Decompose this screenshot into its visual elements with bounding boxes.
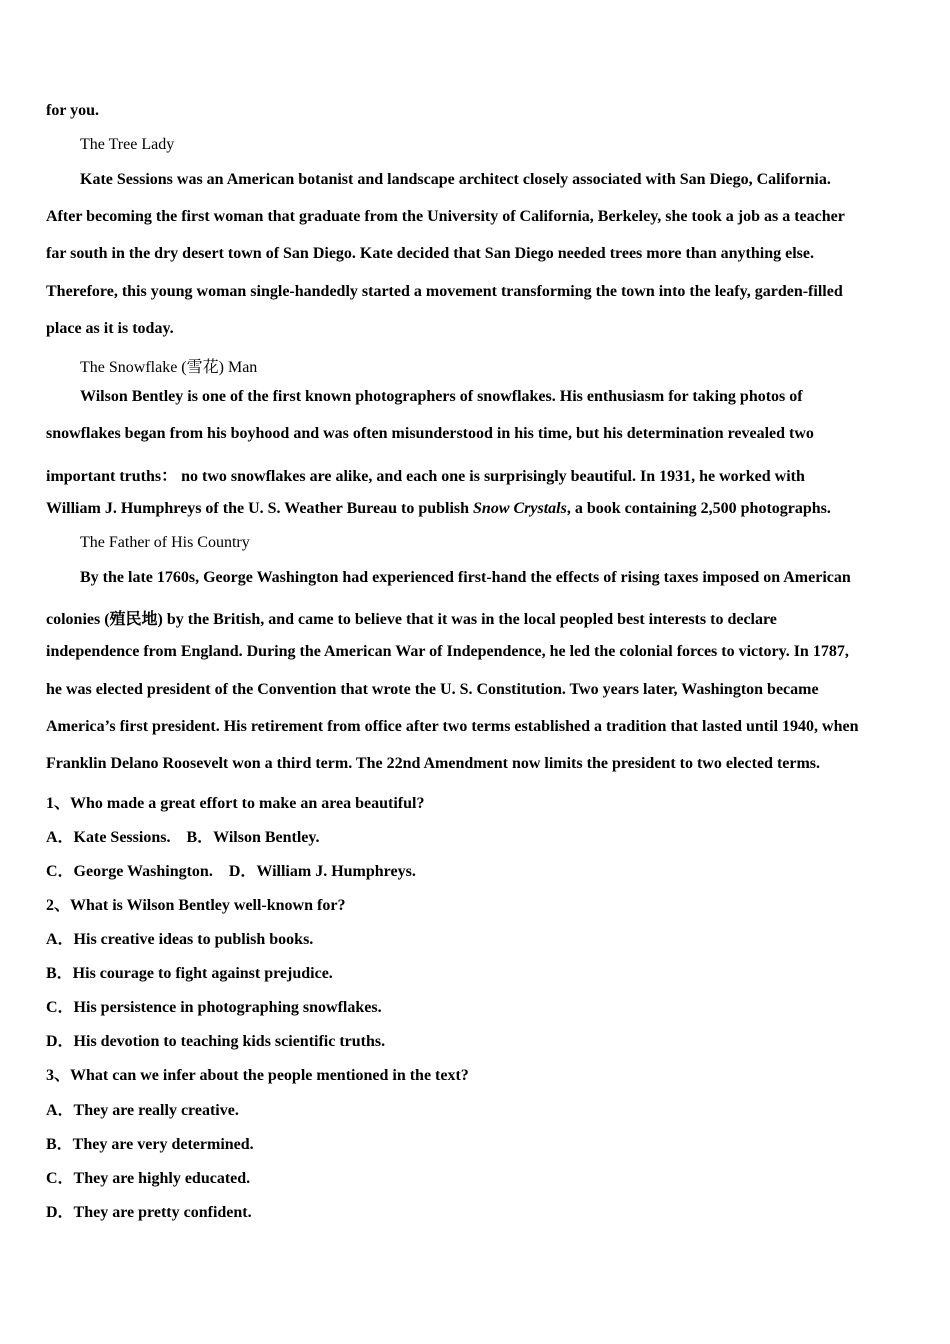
paragraph-line: place as it is today. — [46, 320, 174, 337]
paragraph-line: he was elected president of the Convention that wrote the U. S. Constitution. Two years later, Washington became — [46, 681, 819, 698]
paragraph-line: Wilson Bentley is one of the first known photographers of snowflakes. His enthusiasm for taking photos of — [80, 388, 803, 405]
book-title: Snow Crystals — [473, 500, 567, 517]
paragraph-line: Therefore, this young woman single-handedly started a movement transforming the town into the leafy, garden-filled — [46, 283, 843, 300]
question-options: A．Kate Sessions. B．Wilson Bentley. — [46, 829, 320, 846]
section-title-tree-lady: The Tree Lady — [80, 136, 175, 153]
question-stem: 1、Who made a great effort to make an area beautiful? — [46, 795, 425, 812]
paragraph-line: colonies (殖民地) by the British, and came to believe that it was in the local peopled best interests to declare — [46, 611, 777, 628]
text-run: William J. Humphreys of the U. S. Weather Bureau to publish — [46, 500, 474, 517]
question-option: A．They are really creative. — [46, 1102, 239, 1119]
question-option: C．His persistence in photographing snowflakes. — [46, 999, 382, 1016]
question-options: C．George Washington. D．William J. Humphreys. — [46, 863, 416, 880]
question-option: D．His devotion to teaching kids scientific truths. — [46, 1033, 386, 1050]
question-option: B．They are very determined. — [46, 1136, 254, 1153]
section-title-snowflake-man: The Snowflake (雪花) Man — [80, 359, 258, 376]
question-option: B．His courage to fight against prejudice. — [46, 965, 333, 982]
paragraph-line: By the late 1760s, George Washington had experienced first-hand the effects of rising taxes imposed on American — [80, 569, 851, 586]
paragraph-line: snowflakes began from his boyhood and was often misunderstood in his time, but his determination revealed two — [46, 425, 814, 442]
paragraph-line: Franklin Delano Roosevelt won a third term. The 22nd Amendment now limits the president to two elected terms. — [46, 755, 821, 772]
paragraph-line: After becoming the first woman that graduate from the University of California, Berkeley, she took a job as a teacher — [46, 208, 845, 225]
question-option: A．His creative ideas to publish books. — [46, 931, 314, 948]
section-title-father-of-country: The Father of His Country — [80, 534, 250, 551]
question-stem: 3、What can we infer about the people mentioned in the text? — [46, 1067, 469, 1084]
paragraph-line — [46, 500, 831, 518]
text-run: , a book containing 2,500 photographs. — [566, 500, 831, 517]
question-option: D．They are pretty confident. — [46, 1204, 252, 1221]
paragraph-line: far south in the dry desert town of San Diego. Kate decided that San Diego needed trees more than anything else. — [46, 245, 814, 262]
intro-tail: for you. — [46, 102, 100, 119]
paragraph-line: Kate Sessions was an American botanist and landscape architect closely associated with San Diego, California. — [80, 171, 831, 188]
question-stem: 2、What is Wilson Bentley well-known for? — [46, 897, 346, 914]
question-option: C．They are highly educated. — [46, 1170, 251, 1187]
paragraph-line: America’s first president. His retirement from office after two terms established a tradition that lasted until 1940, when — [46, 718, 859, 735]
paragraph-line: important truths： no two snowflakes are alike, and each one is surprisingly beautiful. In 1931, he worked with — [46, 468, 805, 485]
paragraph-line: independence from England. During the American War of Independence, he led the colonial forces to victory. In 1787, — [46, 643, 849, 660]
